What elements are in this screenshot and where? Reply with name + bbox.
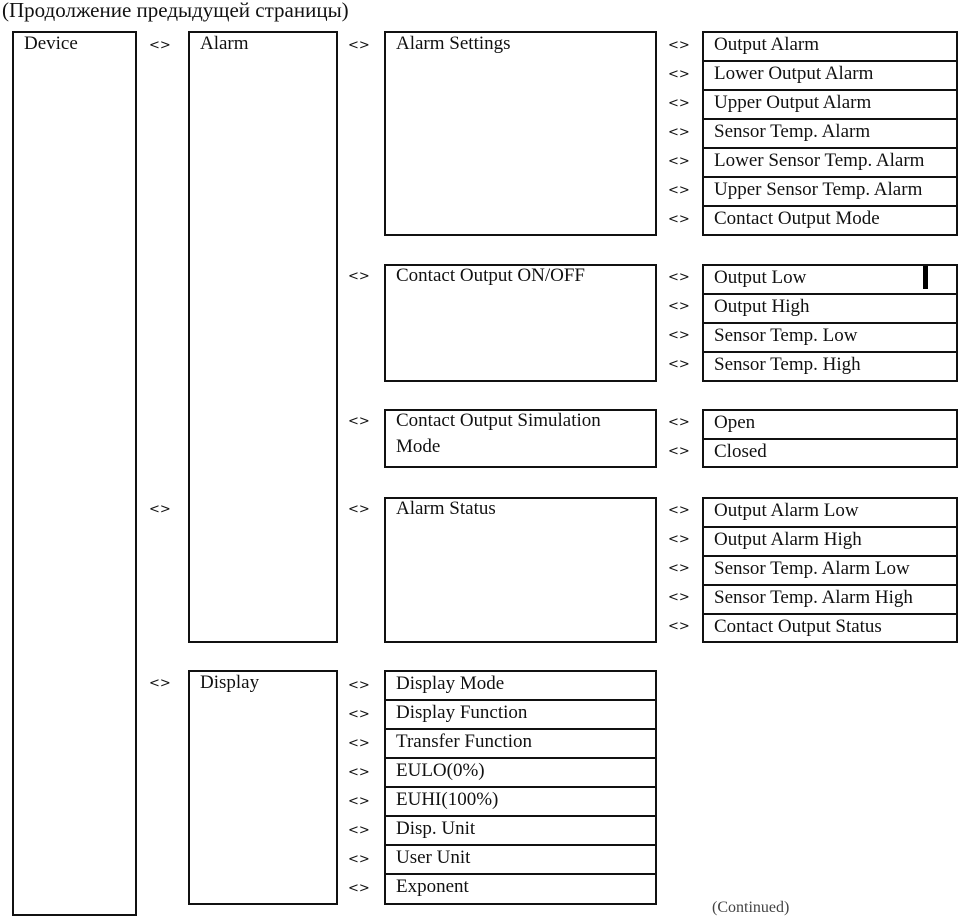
arrow-device-alarm-status: <> <box>149 502 171 517</box>
list-item: Output Alarm Low <box>704 499 956 528</box>
arrow-display-item: <> <box>348 881 370 896</box>
arrow-item: <> <box>668 38 690 53</box>
alarm-label: Alarm <box>200 33 249 54</box>
device-label: Device <box>24 33 78 54</box>
list-item: Output Alarm <box>704 33 956 62</box>
arrow-item: <> <box>668 183 690 198</box>
arrow-item: <> <box>668 270 690 285</box>
contact-onoff-items <box>702 264 958 382</box>
list-item: Lower Sensor Temp. Alarm <box>704 149 956 178</box>
list-item: Closed <box>714 441 767 462</box>
arrow-display-item: <> <box>348 852 370 867</box>
arrow-item: <> <box>668 415 690 430</box>
list-item: Sensor Temp. Alarm High <box>704 586 956 615</box>
contact-sim-title-2: Mode <box>396 436 441 457</box>
list-item: Display Function <box>386 701 655 730</box>
page-header: (Продолжение предыдущей страницы) <box>2 0 349 22</box>
list-item: Contact Output Mode <box>714 208 880 229</box>
arrow-display-item: <> <box>348 765 370 780</box>
list-item: Upper Sensor Temp. Alarm <box>704 178 956 207</box>
arrow-alarm-contact-onoff: <> <box>348 269 370 284</box>
alarm-box <box>188 31 338 643</box>
arrow-item: <> <box>668 590 690 605</box>
arrow-item: <> <box>668 212 690 227</box>
arrow-item: <> <box>668 125 690 140</box>
list-item: Upper Output Alarm <box>704 91 956 120</box>
arrow-item: <> <box>668 328 690 343</box>
display-items <box>384 670 657 905</box>
alarm-settings-box <box>384 31 657 236</box>
contact-sim-items <box>702 409 958 468</box>
alarm-settings-title: Alarm Settings <box>396 33 511 54</box>
list-item: Sensor Temp. Alarm <box>704 120 956 149</box>
display-label: Display <box>200 672 260 693</box>
contact-onoff-title: Contact Output ON/OFF <box>396 265 585 286</box>
arrow-device-alarm: <> <box>149 38 171 53</box>
list-item: EULO(0%) <box>386 759 655 788</box>
arrow-display-item: <> <box>348 736 370 751</box>
arrow-alarm-contact-sim: <> <box>348 414 370 429</box>
arrow-item: <> <box>668 154 690 169</box>
list-item: Disp. Unit <box>386 817 655 846</box>
arrow-item: <> <box>668 96 690 111</box>
list-item: Contact Output Status <box>714 616 882 637</box>
arrow-display-item: <> <box>348 707 370 722</box>
arrow-item: <> <box>668 619 690 634</box>
arrow-item: <> <box>668 444 690 459</box>
arrow-display-item: <> <box>348 794 370 809</box>
list-item: User Unit <box>386 846 655 875</box>
list-item: Lower Output Alarm <box>704 62 956 91</box>
list-item: Output High <box>704 295 956 324</box>
device-box <box>12 31 137 916</box>
list-item: Transfer Function <box>386 730 655 759</box>
arrow-item: <> <box>668 561 690 576</box>
display-box <box>188 670 338 905</box>
alarm-status-title: Alarm Status <box>396 498 496 519</box>
list-item: Sensor Temp. Alarm Low <box>704 557 956 586</box>
arrow-item: <> <box>668 299 690 314</box>
list-item: Display Mode <box>386 672 655 701</box>
arrow-item: <> <box>668 503 690 518</box>
arrow-device-display: <> <box>149 676 171 691</box>
arrow-item: <> <box>668 532 690 547</box>
continued-note: (Continued) <box>712 899 790 916</box>
arrow-display-item: <> <box>348 678 370 693</box>
list-item: Sensor Temp. High <box>714 354 861 375</box>
arrow-alarm-status: <> <box>348 502 370 517</box>
list-item: Sensor Temp. Low <box>704 324 956 353</box>
contact-sim-title-1: Contact Output Simulation <box>396 410 601 431</box>
list-item: Open <box>704 411 956 440</box>
text-cursor <box>923 266 928 289</box>
arrow-item: <> <box>668 67 690 82</box>
list-item: Output Alarm High <box>704 528 956 557</box>
arrow-alarm-settings: <> <box>348 38 370 53</box>
list-item: Output Low <box>704 266 956 295</box>
arrow-item: <> <box>668 357 690 372</box>
arrow-display-item: <> <box>348 823 370 838</box>
list-item: Exponent <box>396 876 469 897</box>
alarm-status-items <box>702 497 958 643</box>
list-item: EUHI(100%) <box>386 788 655 817</box>
alarm-settings-items <box>702 31 958 236</box>
